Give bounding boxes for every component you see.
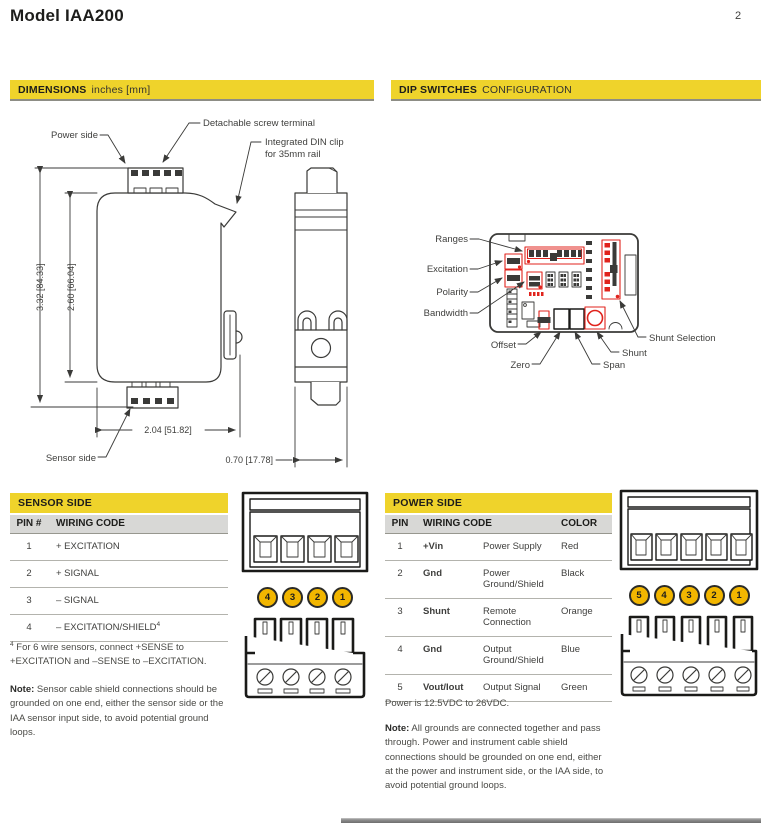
table-cell: Remote Connection xyxy=(475,599,553,637)
power-connector-socket xyxy=(618,488,760,572)
zero-potentiometer xyxy=(554,309,569,329)
dim-height-body: 2.60 [66.04] xyxy=(66,263,76,311)
sensor-table-title: SENSOR SIDE xyxy=(10,493,228,514)
table-cell: Shunt xyxy=(415,599,475,637)
table-cell: Green xyxy=(553,675,612,702)
power-pin-number-row xyxy=(618,585,760,606)
table-row xyxy=(385,534,612,561)
table-cell: 1 xyxy=(385,534,415,561)
note-text: Sensor cable shield connections should be grounded on one end, either the sensor side or the IAA sensor input side, to avoid potential ground loops. xyxy=(10,684,224,738)
footnote-marker: 4 xyxy=(10,640,14,648)
excitation-label: Excitation xyxy=(426,264,468,275)
table-cell: Orange xyxy=(553,599,612,637)
table-cell: Output Ground/Shield xyxy=(475,637,553,675)
table-cell: 4 xyxy=(385,637,415,675)
dip-section-header xyxy=(391,80,761,101)
power-col-color: COLOR xyxy=(553,514,612,534)
socket-holes xyxy=(631,534,752,560)
dim-height-total: 3.32 [84.33] xyxy=(35,263,45,311)
din-clip-bump xyxy=(236,331,242,343)
dimensions-section-header xyxy=(10,80,374,101)
pin-number-badge: 2 xyxy=(704,585,725,606)
pin-number-badge: 1 xyxy=(332,587,353,608)
pin-number-badge: 3 xyxy=(282,587,303,608)
din-clip-label-line1: Integrated DIN clip xyxy=(265,137,344,148)
screw-terminal-label: Detachable screw terminal xyxy=(203,118,315,129)
table-cell: 3 xyxy=(385,599,415,637)
pin-number-badge: 4 xyxy=(257,587,278,608)
sensor-side-label: Sensor side xyxy=(45,453,96,464)
sensor-connector-socket xyxy=(240,490,370,574)
power-col-code: WIRING CODE xyxy=(415,514,553,534)
pin-number-badge: 5 xyxy=(629,585,650,606)
table-row xyxy=(10,588,228,615)
pin-number-badge: 1 xyxy=(729,585,750,606)
sensor-note xyxy=(10,683,228,740)
table-cell: Gnd xyxy=(415,561,475,599)
pin-number-badge: 2 xyxy=(307,587,328,608)
table-cell: + SIGNAL xyxy=(48,561,228,588)
table-cell: Output Signal xyxy=(475,675,553,702)
pin-number-badge: 3 xyxy=(679,585,700,606)
offset-label: Offset xyxy=(490,340,516,351)
table-cell: 5 xyxy=(385,675,415,702)
power-table-body xyxy=(385,493,612,702)
table-cell: Power Ground/Shield xyxy=(475,561,553,599)
table-cell: Blue xyxy=(553,637,612,675)
table-cell: Vout/Iout xyxy=(415,675,475,702)
note-label: Note: xyxy=(385,723,410,734)
device-side-view xyxy=(295,168,347,405)
power-note xyxy=(385,722,607,793)
power-side-table xyxy=(385,493,612,702)
span-label: Span xyxy=(603,360,626,371)
bandwidth-label: Bandwidth xyxy=(423,308,468,319)
din-clip-label-line2: for 35mm rail xyxy=(265,149,321,160)
zero-label: Zero xyxy=(510,360,530,371)
sensor-footnote xyxy=(10,641,228,670)
device-body-outline xyxy=(97,193,236,382)
page-number: 2 xyxy=(735,10,742,22)
table-row xyxy=(10,534,228,561)
power-connector-plug xyxy=(618,614,760,698)
sensor-col-code: WIRING CODE xyxy=(48,514,228,534)
dimensions-section-subtitle: inches [mm] xyxy=(91,83,151,96)
table-cell: Black xyxy=(553,561,612,599)
table-row xyxy=(385,561,612,599)
power-col-pin: PIN xyxy=(385,514,415,534)
table-cell: Red xyxy=(553,534,612,561)
table-row xyxy=(385,637,612,675)
sensor-side-table xyxy=(10,493,228,642)
dim-width: 2.04 [51.82] xyxy=(144,425,192,435)
table-cell: Gnd xyxy=(415,637,475,675)
ranges-label: Ranges xyxy=(435,234,468,245)
span-potentiometer xyxy=(570,309,584,329)
dip-section-title: DIP SWITCHES xyxy=(399,83,478,96)
table-cell: Power Supply xyxy=(475,534,553,561)
sensor-terminal-block xyxy=(127,387,178,408)
pin-number-badge: 4 xyxy=(654,585,675,606)
power-table-title: POWER SIDE xyxy=(385,493,612,514)
table-cell: 4 xyxy=(10,615,48,642)
table-cell: + EXCITATION xyxy=(48,534,228,561)
page-title: Model IAA200 xyxy=(10,6,124,25)
dimensions-section-title: DIMENSIONS xyxy=(18,83,87,96)
table-cell: 1 xyxy=(10,534,48,561)
table-cell: 2 xyxy=(10,561,48,588)
dim-depth: 0.70 [17.78] xyxy=(225,455,273,465)
table-cell: 2 xyxy=(385,561,415,599)
note-text: All grounds are connected together and pass through. Power and instrument cable shield connections should be grounded on one end, either at the power and instrument side, or the IAA side, to avoid potential ground loops. xyxy=(385,723,604,791)
table-row xyxy=(385,599,612,637)
table-cell: 3 xyxy=(10,588,48,615)
table-cell: – EXCITATION/SHIELD$^4$ xyxy=(48,615,228,642)
power-side-label: Power side xyxy=(51,130,98,141)
dimension-drawing xyxy=(8,105,375,483)
sensor-table-body xyxy=(10,493,228,642)
power-connector-figure xyxy=(618,488,760,703)
sensor-col-pin: PIN # xyxy=(10,514,48,534)
sensor-connector-plug xyxy=(240,616,370,700)
dip-section-subtitle: CONFIGURATION xyxy=(482,83,572,96)
note-label: Note: xyxy=(10,684,35,695)
power-voltage-note: Power is 12.5VDC to 26VDC. xyxy=(385,698,510,709)
sensor-connector-figure xyxy=(240,490,370,705)
shunt-selection-label: Shunt Selection xyxy=(649,333,716,344)
footer-divider xyxy=(341,818,761,823)
table-cell: – SIGNAL xyxy=(48,588,228,615)
table-row xyxy=(10,615,228,642)
sensor-pin-number-row xyxy=(240,587,370,608)
table-row xyxy=(10,561,228,588)
shunt-label: Shunt xyxy=(622,348,647,359)
table-cell: +Vin xyxy=(415,534,475,561)
dip-switch-diagram xyxy=(389,225,761,383)
polarity-label: Polarity xyxy=(436,287,468,298)
footnote-text: For 6 wire sensors, connect +SENSE to +EXCITATION and –SENSE to –EXCITATION. xyxy=(10,642,207,668)
